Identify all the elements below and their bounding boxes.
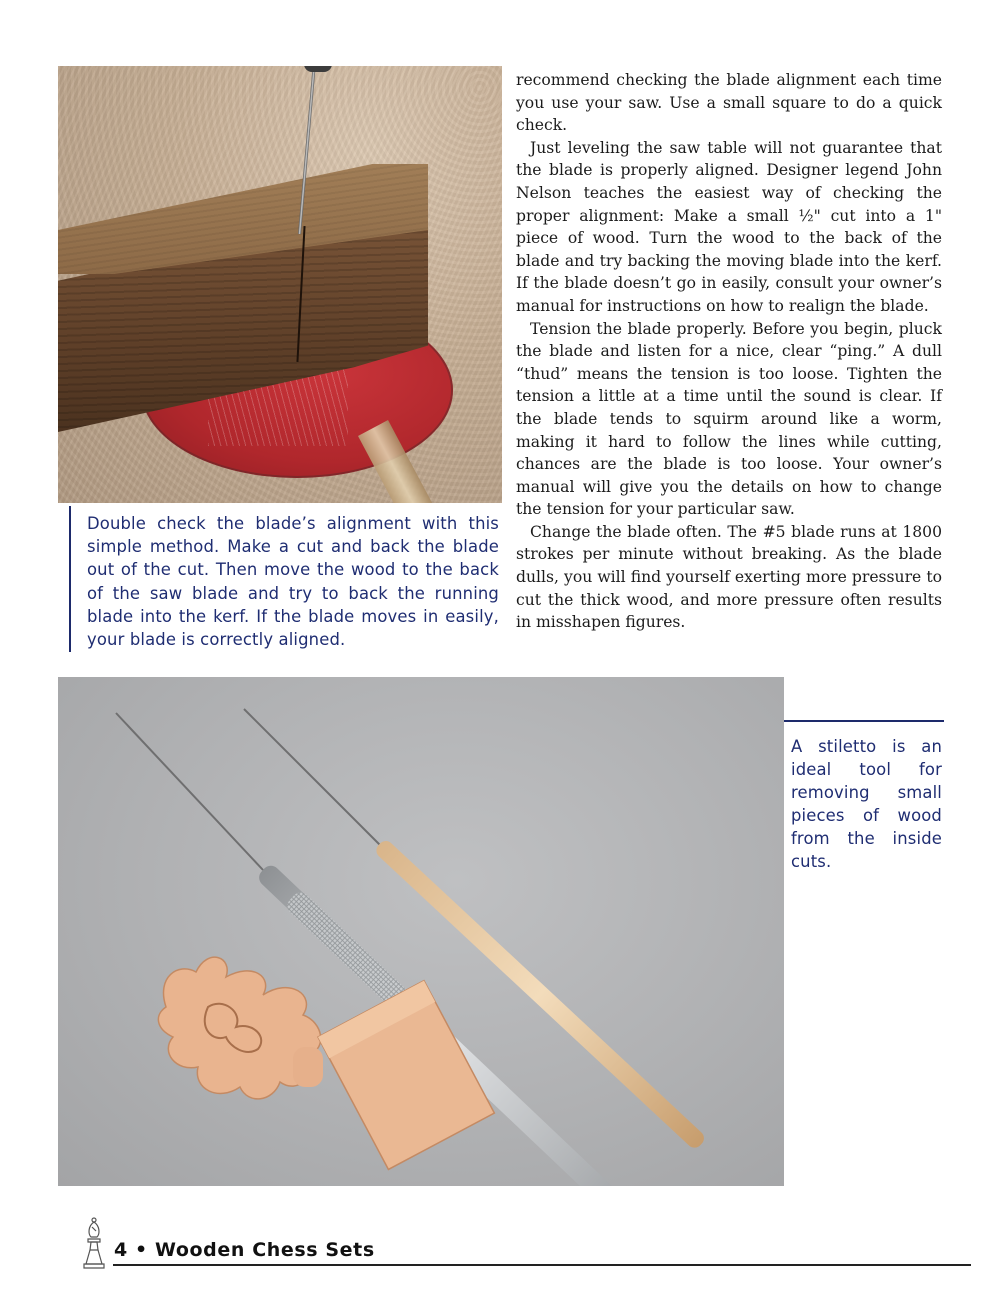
fretwork-chess-piece [158,957,494,1169]
running-footer-title: 4 • Wooden Chess Sets [114,1239,375,1261]
body-text-column [516,69,942,634]
paragraph-leveling: Just leveling the saw table will not guarantee that the blade is properly aligned. Designer legend John Nelson teaches the easiest way of checking the proper alignment: Make a small ½" cut into a 1" piece of wood. Turn the wood to the back of the blade and try backing the moving blade into the kerf. If the blade doesn’t go in easily, consult your owner’s manual for instructions on how to realign the blade. [516,138,942,315]
paragraph-alignment-continued: recommend checking the blade alignment each time you use your saw. Use a small square to do a quick check. [516,71,942,135]
footer-rule [113,1264,971,1266]
caption-rule-horizontal [784,720,944,722]
caption-rule-vertical [69,506,71,652]
chess-bishop-icon [80,1216,108,1272]
paragraph-change-blade: Change the blade often. The #5 blade runs at 1800 strokes per minute without breaking. As the blade dulls, you will find yourself exerting more pressure to cut the thick wood, and more pressure often results in misshapen figures. [516,522,942,632]
figure-caption-alignment: Double check the blade’s alignment with this simple method. Make a cut and back the blade out of the cut. Then move the wood to the back of the saw blade and try to back the running blade into the kerf. If the blade moves in easily, your blade is correctly aligned. [87,514,499,650]
scroll-saw-photo [58,66,502,503]
stiletto-photo [58,677,784,1186]
stiletto-illustration [58,677,784,1186]
paragraph-tension: Tension the blade properly. Before you begin, pluck the blade and listen for a nice, clear “ping.” A dull “thud” means the tension is too loose. Tighten the tension a little at a time until the sound is clear. If the blade tends to squirm around like a worm, making it hard to follow the lines while cutting, chances are the blade is too loose. Your owner’s manual will give you the details on how to change the tension for your particular saw. [516,319,942,519]
figure-caption-stiletto: A stiletto is an ideal tool for removing small pieces of wood from the inside cuts. [791,737,942,871]
